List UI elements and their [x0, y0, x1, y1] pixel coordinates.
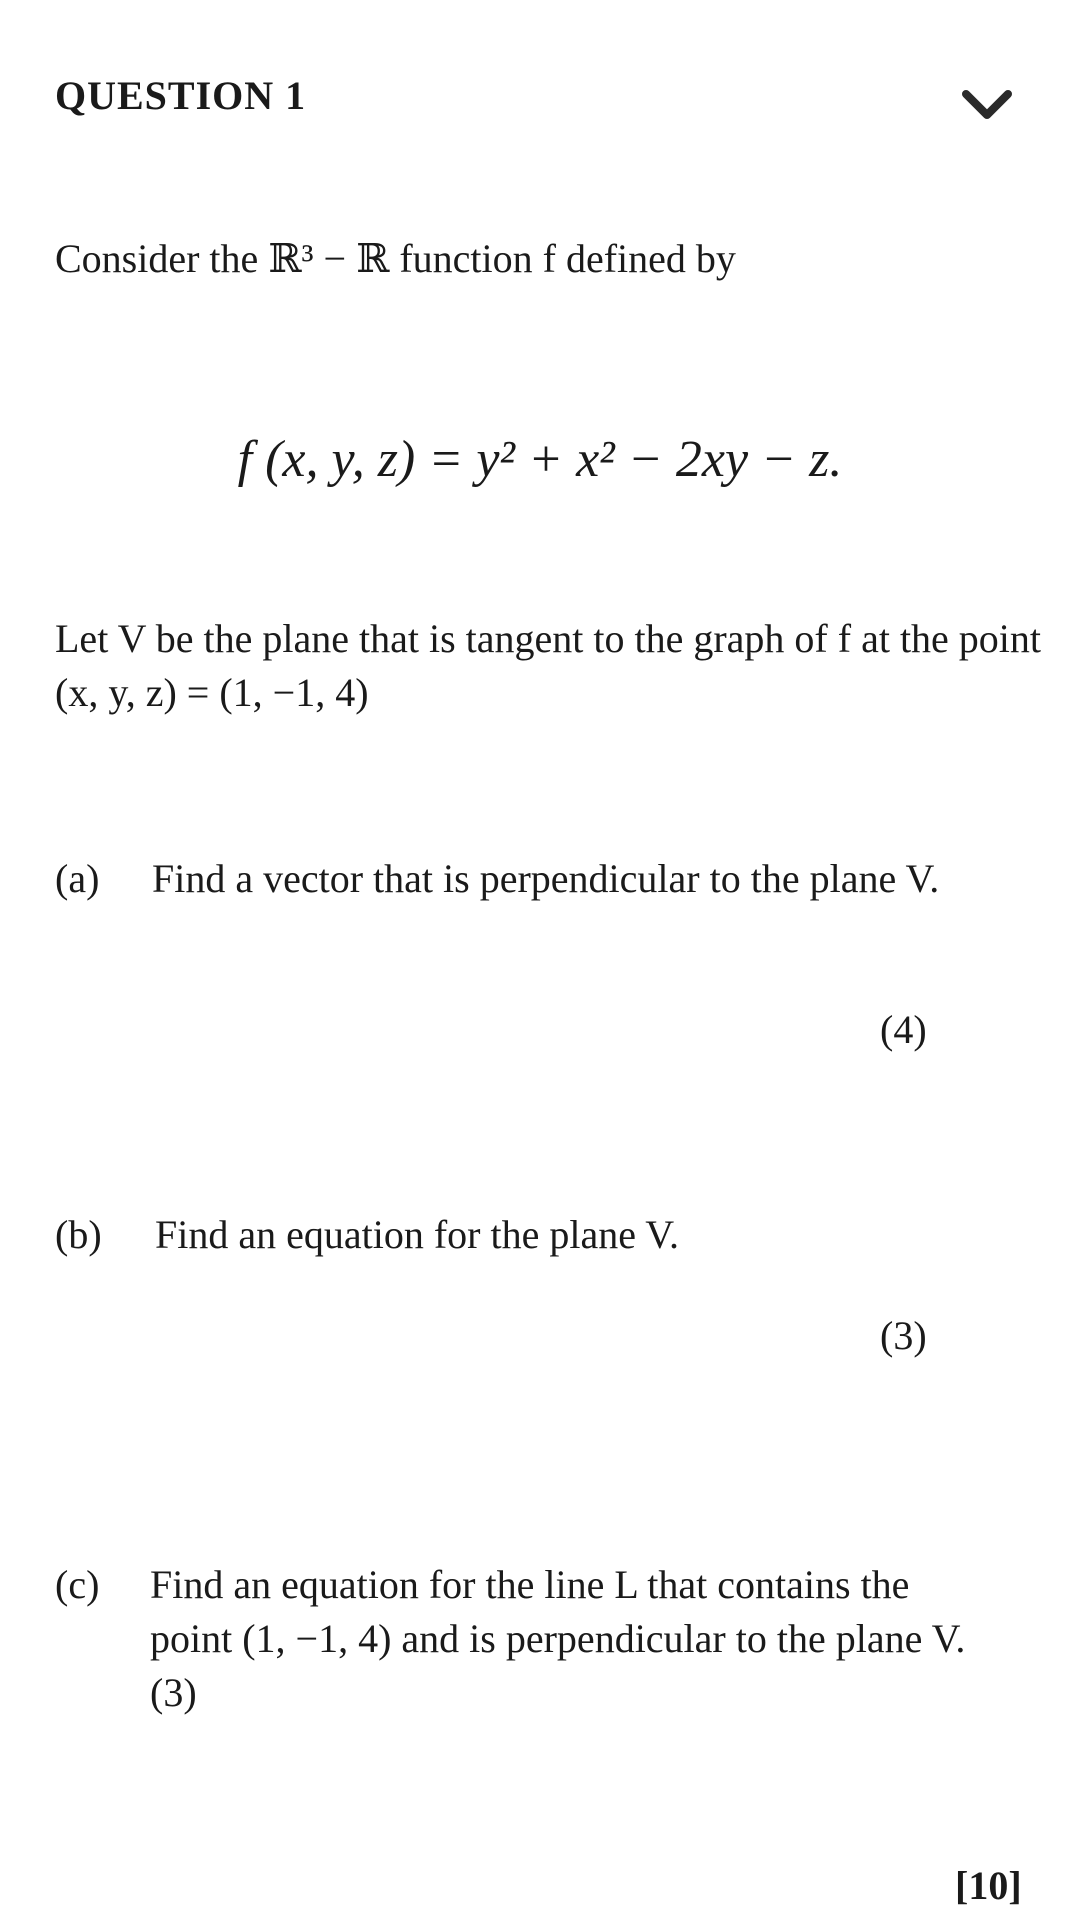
part-b-label: (b)	[55, 1212, 102, 1257]
question-intro: Consider the ℝ³ − ℝ function f defined by	[55, 236, 736, 281]
part-a-label: (a)	[55, 856, 100, 901]
part-b-marks: (3)	[880, 1313, 927, 1358]
part-c-text: Find an equation for the line L that contains the point (1, −1, 4) and is perpendicular to the plane V. (3)	[150, 1562, 966, 1715]
chevron-down-icon	[960, 78, 1014, 132]
function-equation: f (x, y, z) = y² + x² − 2xy − z.	[237, 431, 843, 488]
part-a-marks: (4)	[880, 1007, 927, 1052]
part-a-text: Find a vector that is perpendicular to the plane V.	[152, 856, 940, 901]
total-marks: [10]	[955, 1863, 1022, 1908]
part-b-text: Find an equation for the plane V.	[155, 1212, 679, 1257]
question-title: QUESTION 1	[55, 73, 307, 118]
part-c-label: (c)	[55, 1562, 100, 1607]
collapse-toggle[interactable]	[960, 78, 1014, 132]
question-context: Let V be the plane that is tangent to the graph of f at the point (x, y, z) = (1, −1, 4)	[55, 616, 1042, 715]
